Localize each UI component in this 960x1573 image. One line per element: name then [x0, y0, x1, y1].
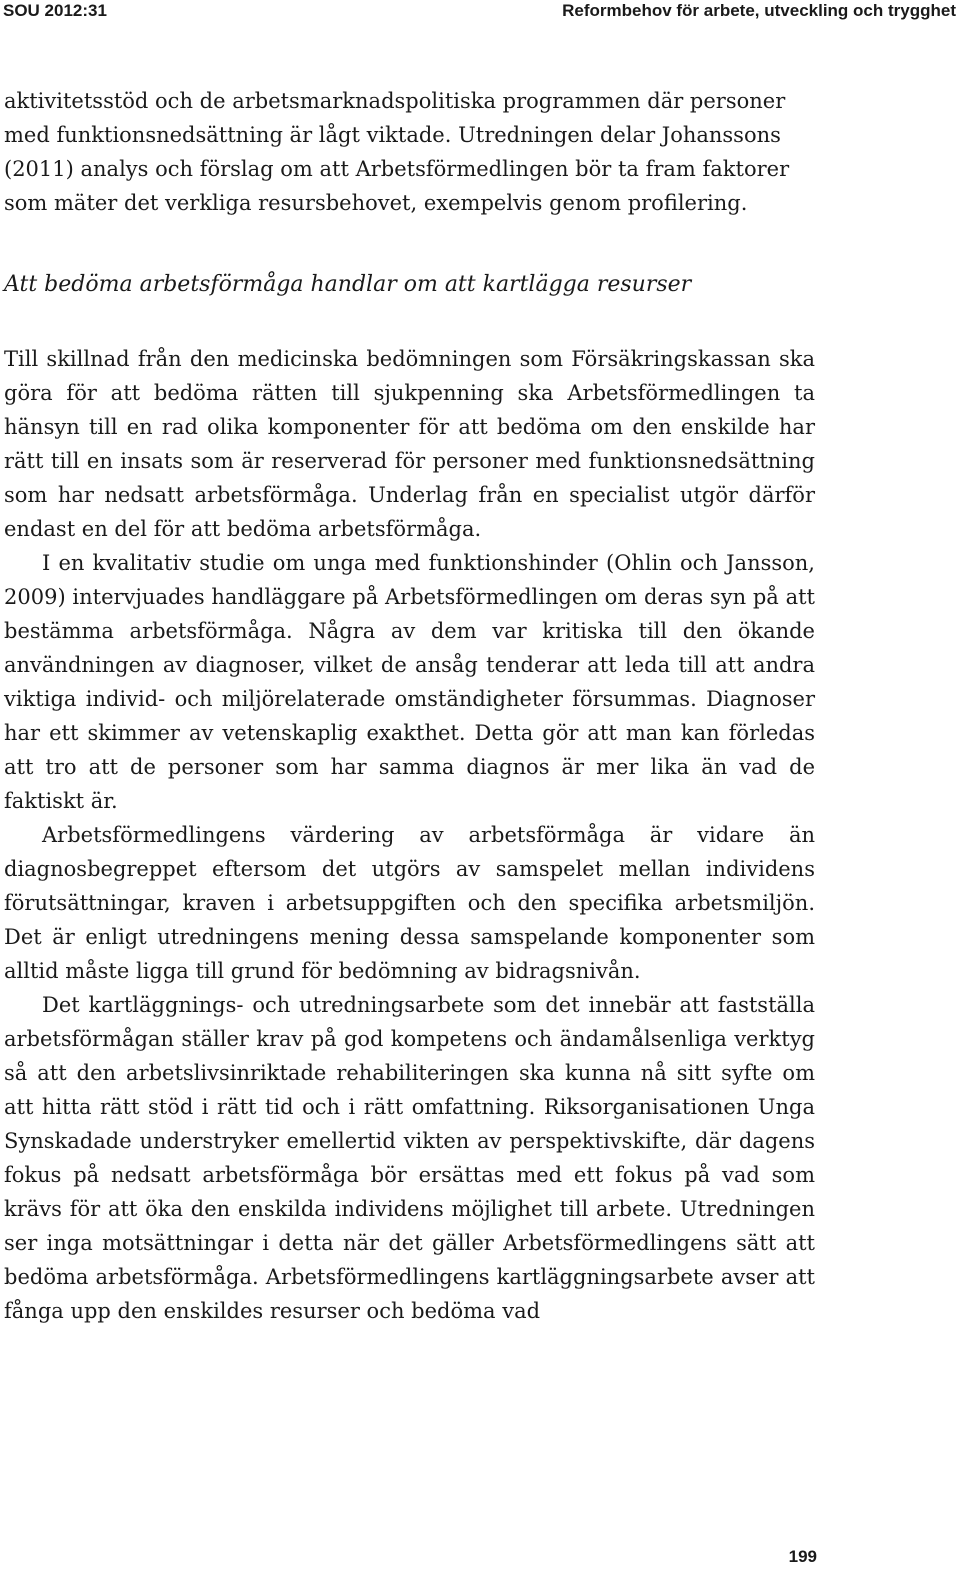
document-reference: SOU 2012:31	[3, 1, 107, 20]
chapter-title: Reformbehov för arbete, utveckling och trygghet	[562, 1, 956, 20]
paragraph-qualitative-study: I en kvalitativ studie om unga med funktionshinder (Ohlin och Jansson, 2009) intervjuades handläggare på Arbetsförmedlingen om deras syn på att bestämma arbetsförmåga. Några av dem var kritiska till den ökande användningen av diagnoser, vilket de ansåg tenderar att leda till att andra viktiga individ- och miljörelaterade omständigheter försummas. Diagnoser har ett skimmer av vetenskaplig exakthet. Detta gör att man kan förledas att tro att de personer som har samma diagnos är mer lika än vad de faktiskt är.	[4, 551, 815, 813]
running-header	[0, 0, 960, 22]
paragraph-valuation: Arbetsförmedlingens värdering av arbetsförmåga är vidare än diagnosbegreppet eftersom det utgörs av samspelet mellan individens förutsättningar, kraven i arbetsuppgiften och den specifika arbetsmiljön. Det är enligt utredningens mening dessa samspelande komponenter som alltid måste ligga till grund för bedömning av bidragsnivån.	[4, 823, 815, 983]
page-number: 199	[788, 1547, 817, 1566]
paragraph-medical-assessment: Till skillnad från den medicinska bedömningen som Försäkringskassan ska göra för att bedöma rätten till sjukpenning ska Arbetsförmedlingen ta hänsyn till en rad olika komponenter för att bedöma om den enskilde har rätt till en insats som är reserverad för personer med funktionsnedsättning som har nedsatt arbetsförmåga. Underlag från en specialist utgör därför endast en del för att bedöma arbetsförmåga.	[4, 347, 815, 541]
section-heading: Att bedöma arbetsförmåga handlar om att kartlägga resurser	[4, 272, 692, 297]
paragraph-intro: aktivitetsstöd och de arbetsmarknadspolitiska programmen där personer med funktionsnedsättning är lågt viktade. Utredningen delar Johanssons (2011) analys och förslag om att Arbetsförmedlingen bör ta fram faktorer som mäter det verkliga resursbehovet, exempelvis genom profilering.	[4, 89, 790, 215]
paragraph-mapping-work: Det kartläggnings- och utredningsarbete som det innebär att fastställa arbetsförmågan ställer krav på god kompetens och ändamålsenliga verktyg så att den arbetslivsinriktade rehabiliteringen ska kunna nå sitt syfte om att hitta rätt stöd i rätt tid och i rätt omfattning. Riksorganisationen Unga Synskadade understryker emellertid vikten av perspektivskifte, där dagens fokus på nedsatt arbetsförmåga bör ersättas med ett fokus på vad som krävs för att öka den enskilda individens möjlighet till arbete. Utredningen ser inga motsättningar i detta när det gäller Arbetsförmedlingens sätt att bedöma arbetsförmåga. Arbetsförmedlingens kartläggningsarbete avser att fånga upp den enskildes resurser och bedöma vad	[4, 993, 815, 1323]
page-body	[4, 84, 815, 1328]
